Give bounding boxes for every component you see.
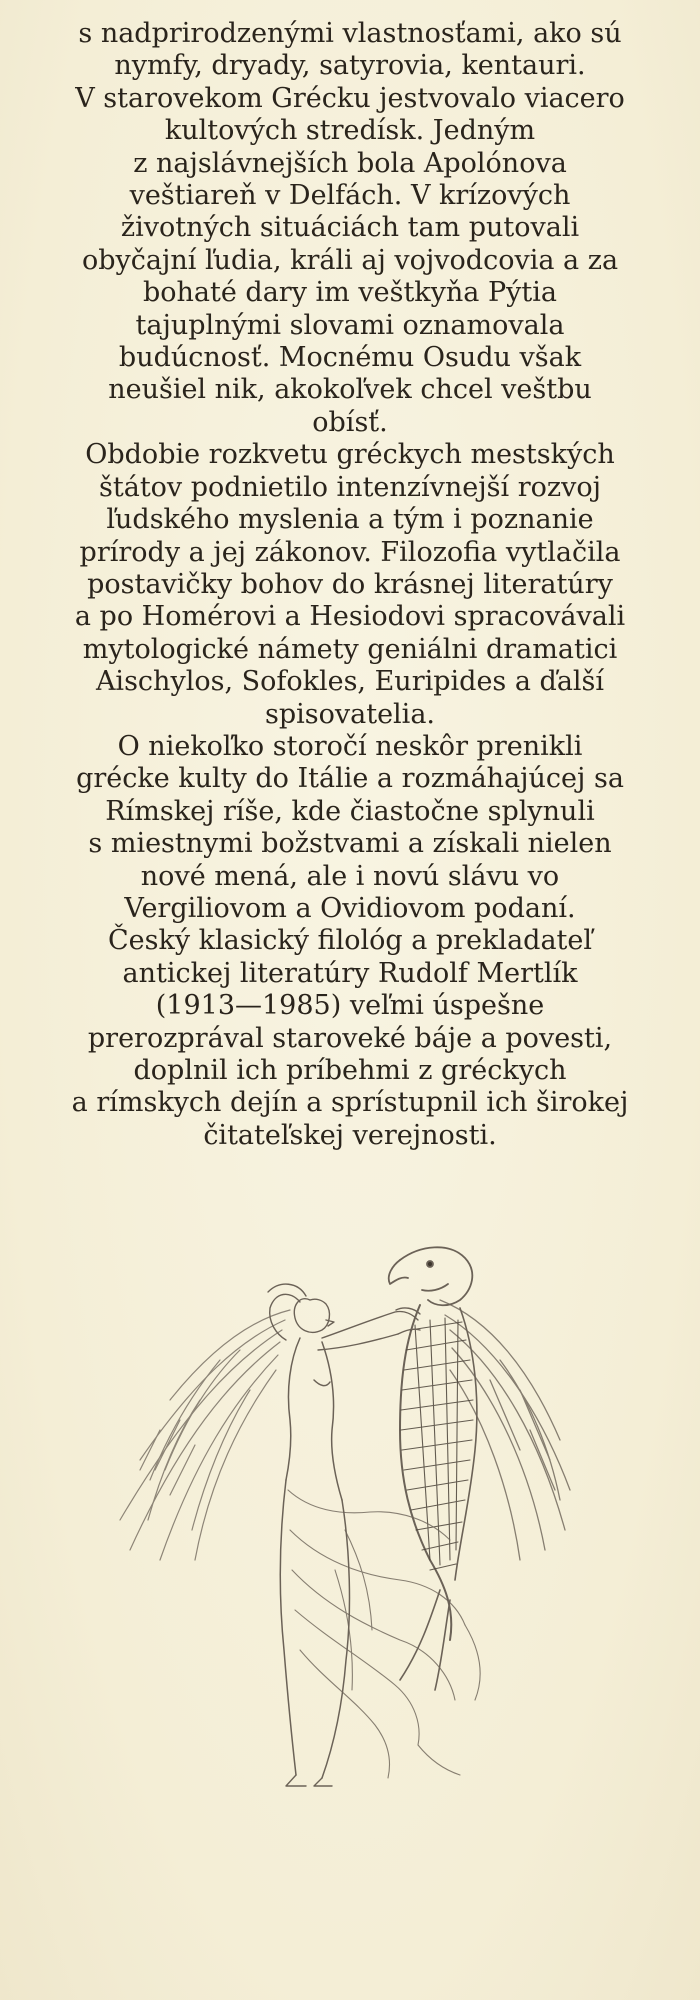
text-line: Aischylos, Sofokles, Euripides a ďalší (95, 666, 605, 698)
text-line: mytologické námety geniálni dramatici (82, 633, 618, 665)
left-wing (120, 1310, 290, 1560)
text-line: nymfy, dryady, satyrovia, kentauri. (114, 50, 586, 82)
text-line: antickej literatúry Rudolf Mertlík (122, 957, 578, 989)
text-line: (1913—1985) veľmi úspešne (155, 990, 545, 1022)
eagle-wing (440, 1300, 570, 1560)
text-line: neušiel nik, akokoľvek chcel veštbu (108, 374, 592, 406)
text-line: budúcnosť. Mocnému Osudu však (118, 342, 582, 374)
text-line: obyčajní ľudia, králi aj vojvodcovia a za (81, 244, 619, 276)
text-line: grécke kulty do Itálie a rozmáhajúcej sa (76, 763, 624, 795)
text-line: s nadprirodzenými vlastnosťami, ako sú (78, 18, 622, 49)
text-line: spisovatelia. (264, 698, 435, 730)
text-line: doplnil ich príbehmi z gréckych (133, 1055, 567, 1086)
text-line: ľudského myslenia a tým i poznanie (106, 504, 594, 536)
text-line: tajuplnými slovami oznamovala (135, 309, 565, 341)
eagle-head (389, 1247, 473, 1305)
woman-feet (286, 1775, 332, 1786)
text-line: Vergiliovom a Ovidiovom podaní. (124, 892, 576, 924)
text-line: z najslávnejších bola Apolónova (133, 147, 567, 179)
text-line: prerozprával staroveké báje a povesti, (87, 1022, 613, 1054)
text-line: nové mená, ale i novú slávu vo (140, 860, 560, 892)
body-text (40, 18, 660, 1152)
text-line: kultových stredísk. Jedným (164, 115, 536, 147)
woman-arms (318, 1308, 420, 1350)
text-line: V starovekom Grécku jestvovalo viacero (75, 82, 625, 114)
text-line: veštiareň v Delfách. V krízových (129, 180, 571, 212)
text-line: životných situáciách tam putovali (120, 212, 580, 244)
text-line: s miestnymi božstvami a získali nielen (88, 828, 612, 860)
text-line: a rímskych dejín a sprístupnil ich širokej (71, 1087, 629, 1119)
text-line: prírody a jej zákonov. Filozofia vytlačila (79, 536, 621, 568)
text-line: O niekoľko storočí neskôr prenikli (117, 730, 583, 762)
woman-body (280, 1338, 349, 1778)
text-line: a po Homérovi a Hesiodovi spracovávali (74, 601, 626, 633)
text-line: čitateľskej verejnosti. (203, 1119, 497, 1151)
woman-eagle-sketch (100, 1230, 600, 1790)
text-line: Obdobie rozkvetu gréckych mestských (85, 439, 615, 471)
woman-head (268, 1284, 334, 1340)
text-line: štátov podnietilo intenzívnejší rozvoj (99, 471, 601, 503)
text-line: bohaté dary im veštkyňa Pýtia (142, 277, 557, 309)
text-line: obísť. (312, 406, 388, 438)
text-line: Český klasický filológ a prekladateľ (107, 925, 593, 957)
text-line: postavičky bohov do krásnej literatúry (87, 568, 613, 600)
text-line: Rímskej ríše, kde čiastočne splynuli (105, 795, 595, 827)
